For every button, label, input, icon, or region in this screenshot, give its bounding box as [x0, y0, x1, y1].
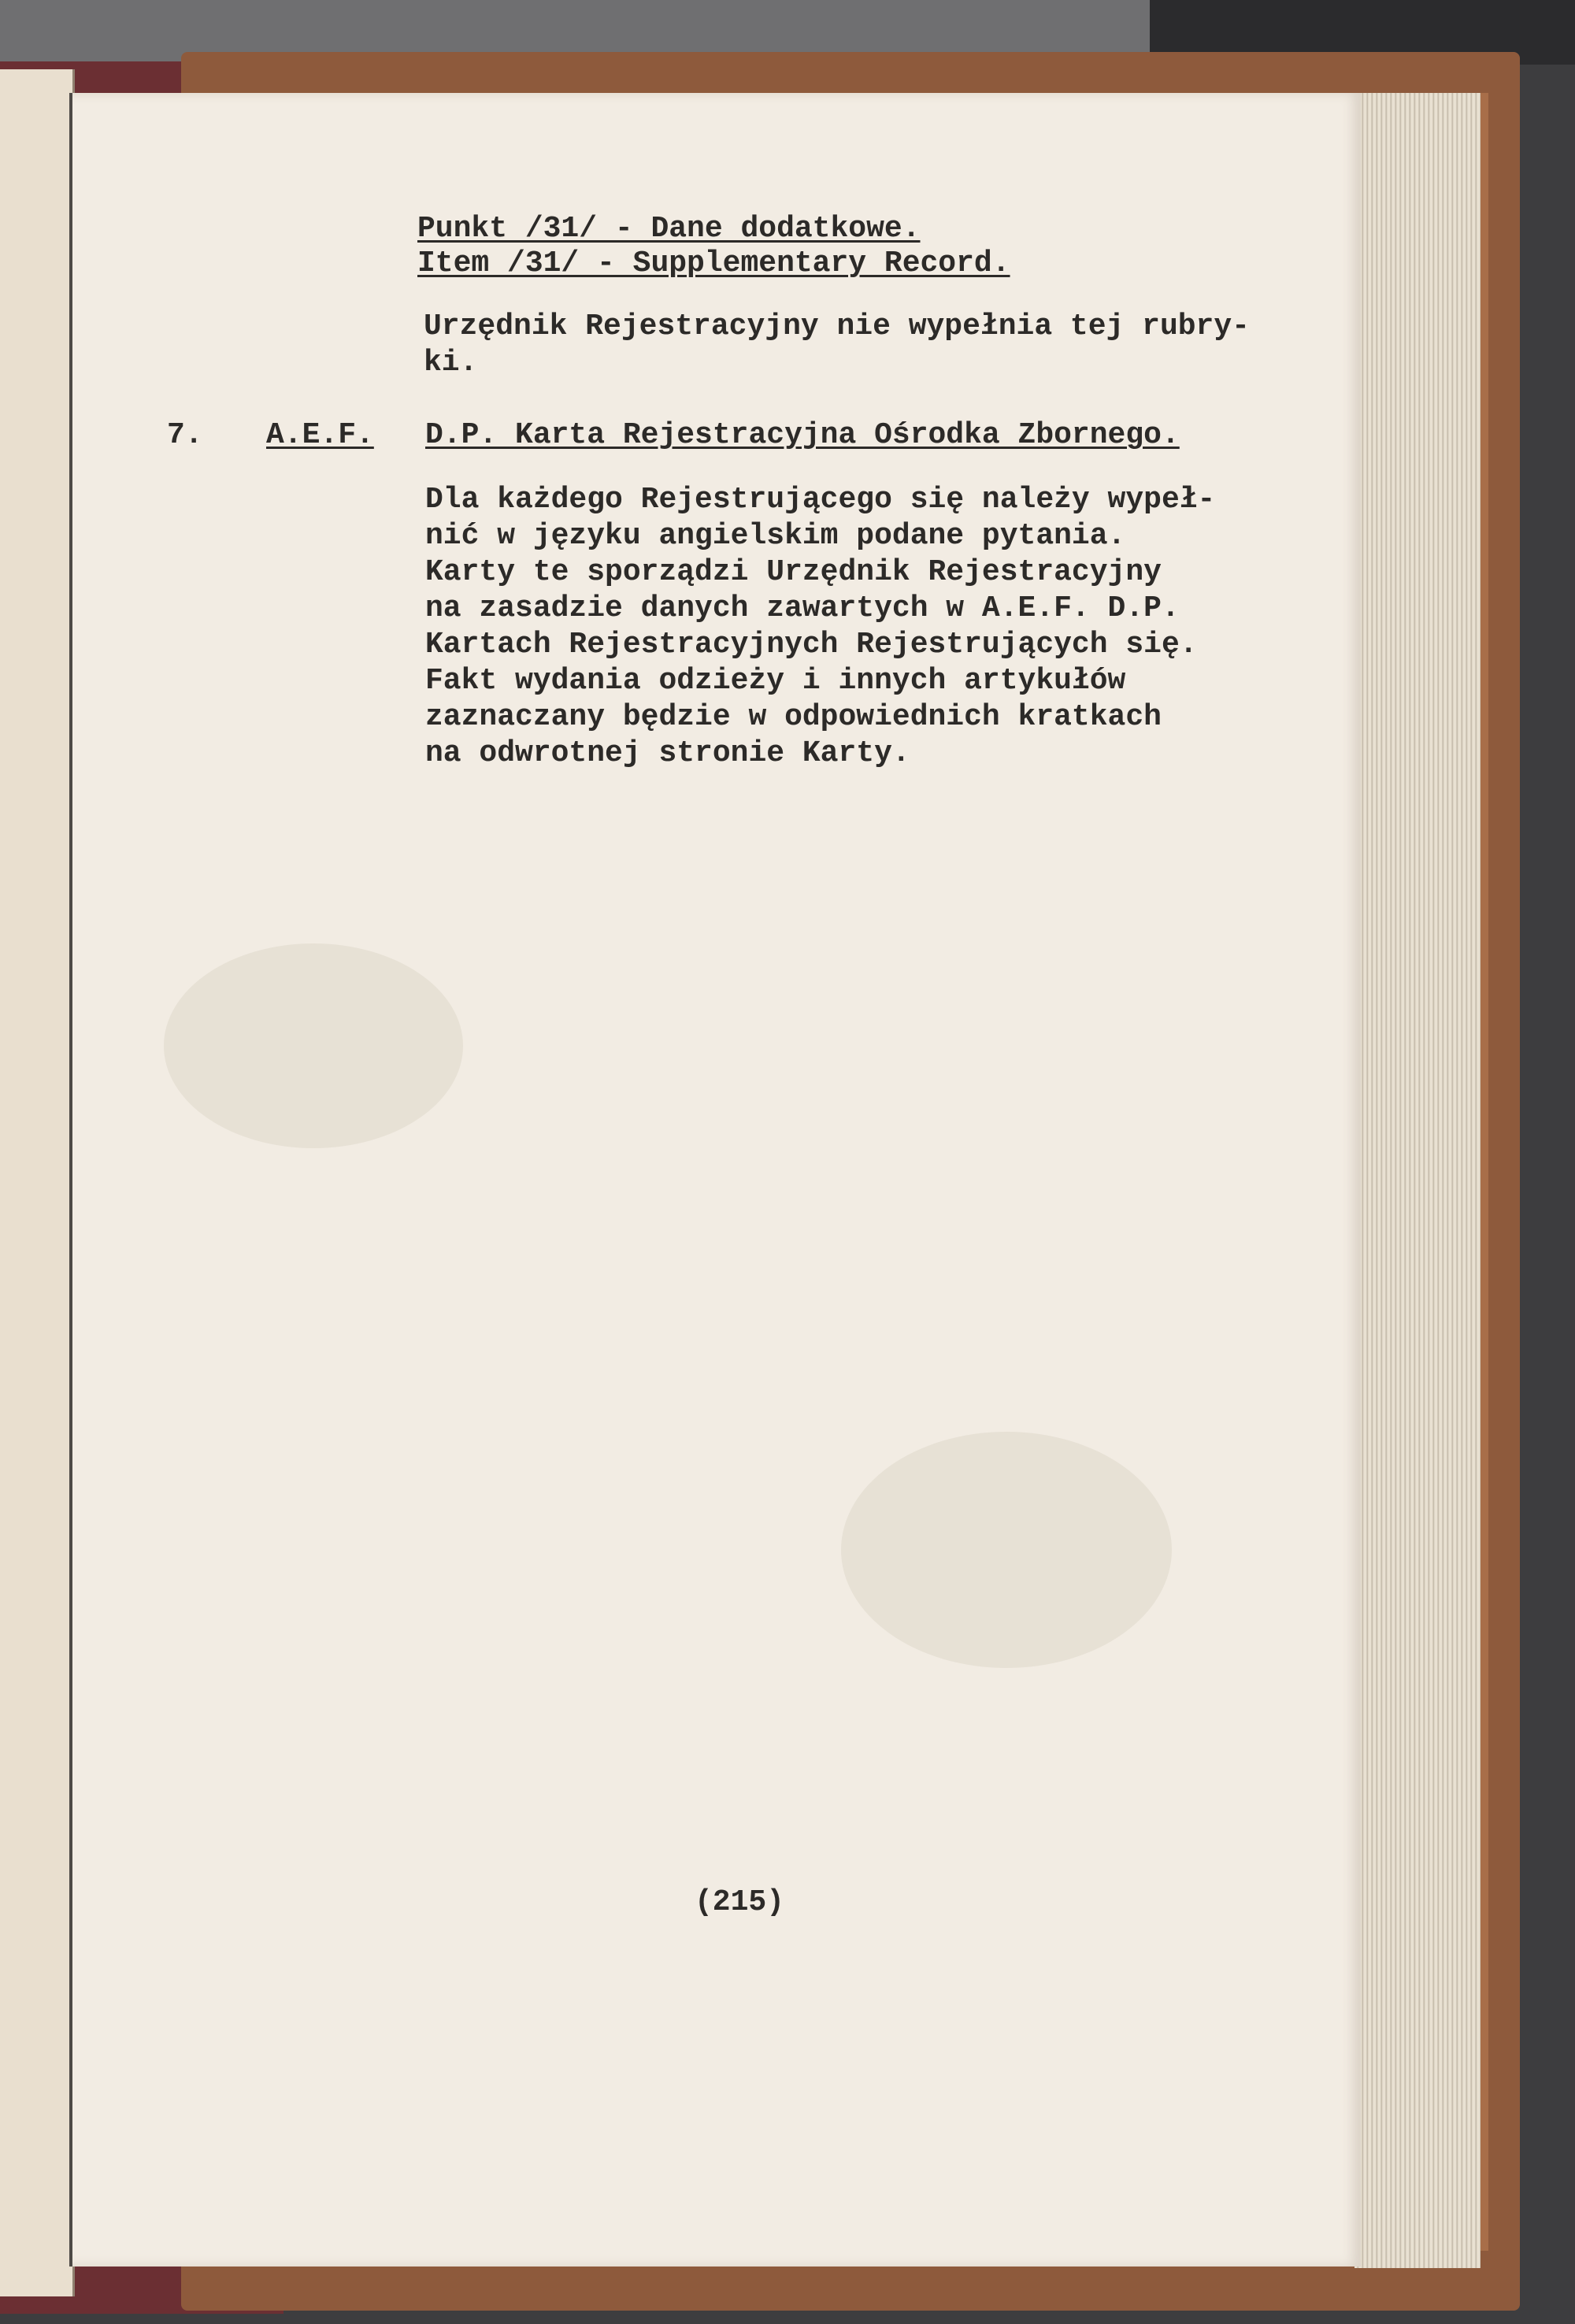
paper-stain — [841, 1432, 1172, 1668]
page-stack-edge — [1354, 93, 1480, 2268]
section-number: 7. — [167, 418, 203, 452]
paper-stain — [164, 943, 463, 1148]
header-item-line: Item /31/ - Supplementary Record. — [417, 246, 1010, 280]
section-heading-title: D.P. Karta Rejestracyjna Ośrodka Zbornego. — [425, 418, 1180, 452]
page-gutter — [69, 93, 72, 2267]
note-line-2: ki. — [424, 346, 478, 380]
paragraph-line: nić w języku angielskim podane pytania. — [425, 519, 1126, 553]
page-number: (215) — [695, 1885, 785, 1919]
paragraph-line: na zasadzie danych zawartych w A.E.F. D.P. — [425, 591, 1180, 625]
paragraph-line: na odwrotnej stronie Karty. — [425, 736, 910, 770]
paragraph-line: Kartach Rejestracyjnych Rejestrujących się. — [425, 628, 1198, 662]
paragraph-line: Karty te sporządzi Urzędnik Rejestracyjny — [425, 555, 1162, 589]
paragraph-line: Dla każdego Rejestrującego się należy wypeł- — [425, 483, 1216, 517]
section-heading-aef: A.E.F. — [266, 418, 374, 452]
facing-page — [0, 69, 75, 2296]
paragraph-line: Fakt wydania odzieży i innych artykułów — [425, 664, 1126, 698]
header-punkt-line: Punkt /31/ - Dane dodatkowe. — [417, 212, 921, 246]
paragraph-line: zaznaczany będzie w odpowiednich kratkach — [425, 700, 1162, 734]
note-line-1: Urzędnik Rejestracyjny nie wypełnia tej rubry- — [424, 309, 1250, 343]
